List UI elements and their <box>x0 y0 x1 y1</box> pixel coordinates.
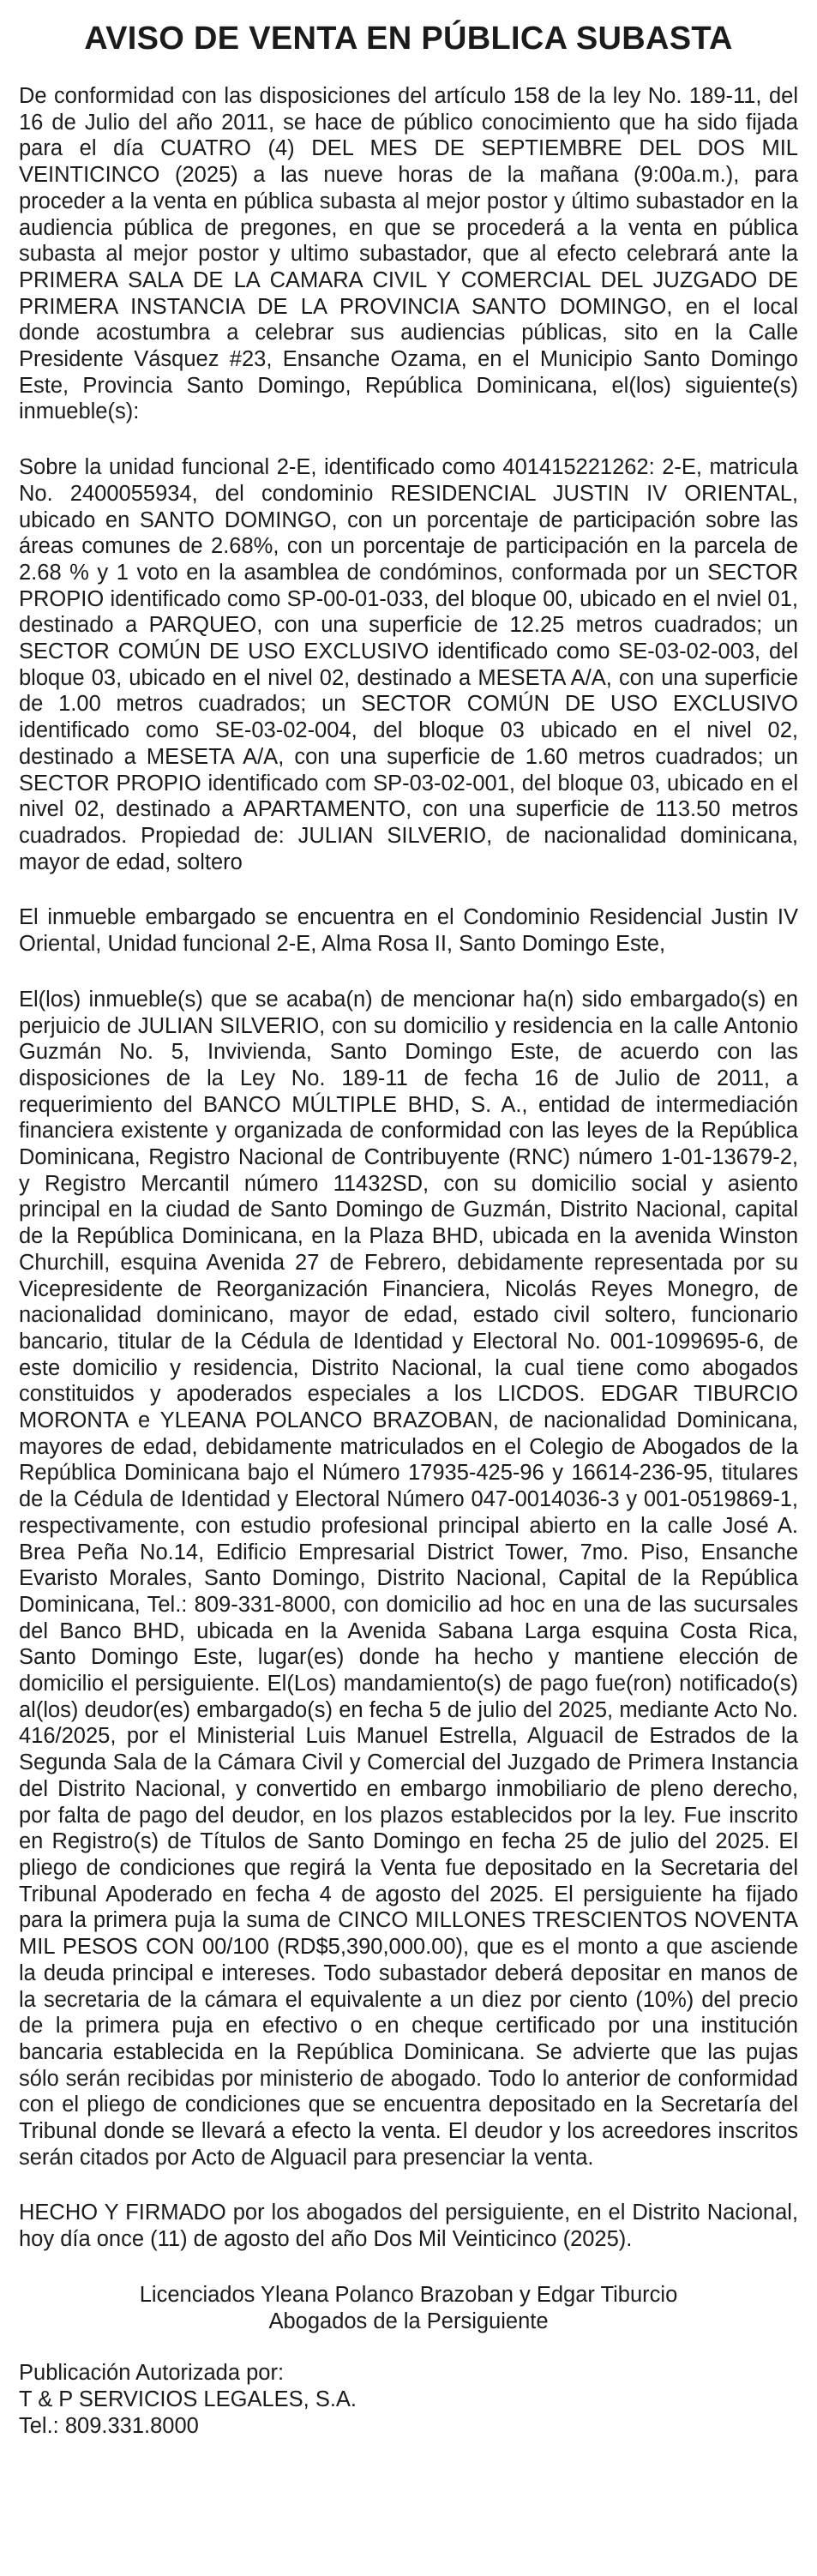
signature-block <box>19 2282 798 2334</box>
notice-title: AVISO DE VENTA EN PÚBLICA SUBASTA <box>84 21 733 57</box>
property-location-paragraph: El inmueble embargado se encuentra en el Condominio Residencial Justin IV Oriental, Unidad funcional 2-E, Alma Rosa II, Santo Domingo Este, <box>19 905 798 957</box>
property-description-paragraph: Sobre la unidad funcional 2-E, identificado como 401415221262: 2-E, matricula No. 2400055934, del condominio RESIDENCIAL JUSTIN IV ORIENTAL, ubicado en SANTO DOMINGO, con un porcentaje de participación sobre las áreas comunes de 2.68%, con un porcentaje de participación en la parcela de 2.68 % y 1 voto en la asamblea de condóminos, conformada por un SECTOR PROPIO identificado como SP-00-01-033, del bloque 00, ubicado en el nviel 01, destinado a PARQUEO, con una superficie de 12.25 metros cuadrados; un SECTOR COMÚN DE USO EXCLUSIVO identificado como SE-03-02-003, del bloque 03, ubicado en el nivel 02, destinado a MESETA A/A, con una superficie de 1.00 metros cuadrados; un SECTOR COMÚN DE USO EXCLUSIVO identificado como SE-03-02-004, del bloque 03 ubicado en el nivel 02, destinado a MESETA A/A, con una superficie de 1.60 metros cuadrados; un SECTOR PROPIO identificado com SP-03-02-001, del bloque 03, ubicado en el nivel 02, destinado a APARTAMENTO, con una superficie de 113.50 metros cuadrados. Propiedad de: JULIAN SILVERIO, de nacionalidad dominicana, mayor de edad, soltero <box>19 455 798 874</box>
publisher-label: Publicación Autorizada por: <box>19 2361 285 2386</box>
publisher-phone: Tel.: 809.331.8000 <box>19 2413 199 2438</box>
intro-paragraph: De conformidad con las disposiciones del artículo 158 de la ley No. 189-11, del 16 de Julio del año 2011, se hace de público conocimiento que ha sido fijada para el día CUATRO (4) DEL MES DE SEPTIEMBRE DEL DOS MIL VEINTICINCO (2025) a las nueve horas de la mañana (9:00a.m.), para proceder a la venta en pública subasta al mejor postor y último subastador en la audiencia pública de pregones, en que se procederá a la venta en pública subasta al mejor postor y ultimo subastador, que al efecto celebrará ante la PRIMERA SALA DE LA CAMARA CIVIL Y COMERCIAL DEL JUZGADO DE PRIMERA INSTANCIA DE LA PROVINCIA SANTO DOMINGO, en el local donde acostumbra a celebrar sus audiencias públicas, sito en la Calle Presidente Vásquez #23, Ensanche Ozama, en el Municipio Santo Domingo Este, Provincia Santo Domingo, República Dominicana, el(los) siguiente(s) inmueble(s): <box>19 84 798 424</box>
publisher-block <box>19 2360 798 2439</box>
signing-paragraph: HECHO Y FIRMADO por los abogados del persiguiente, en el Distrito Nacional, hoy día once (11) de agosto del año Dos Mil Veinticinco (2025). <box>19 2201 798 2252</box>
signature-names: Licenciados Yleana Polanco Brazoban y Edgar Tiburcio <box>139 2282 678 2307</box>
seizure-details-paragraph: El(los) inmueble(s) que se acaba(n) de mencionar ha(n) sido embargado(s) en perjuicio de JULIAN SILVERIO, con su domicilio y residencia en la calle Antonio Guzmán No. 5, Invivienda, Santo Domingo Este, de acuerdo con las disposiciones de la Ley No. 189-11 de fecha 16 de Julio de 2011, a requerimiento del BANCO MÚLTIPLE BHD, S. A., entidad de intermediación financiera existente y organizada de conformidad con las leyes de la República Dominicana, Registro Nacional de Contribuyente (RNC) número 1-01-13679-2, y Registro Mercantil número 11432SD, con su domicilio social y asiento principal en la ciudad de Santo Domingo de Guzmán, Distrito Nacional, capital de la República Dominicana, en la Plaza BHD, ubicada en la avenida Winston Churchill, esquina Avenida 27 de Febrero, debidamente representada por su Vicepresidente de Reorganización Financiera, Nicolás Reyes Monegro, de nacionalidad dominicano, mayor de edad, estado civil soltero, funcionario bancario, titular de la Cédula de Identidad y Electoral No. 001-1099695-6, de este domicilio y residencia, Distrito Nacional, la cual tiene como abogados constituidos y apoderados especiales a los LICDOS. EDGAR TIBURCIO MORONTA e YLEANA POLANCO BRAZOBAN, de nacionalidad Dominicana, mayores de edad, debidamente matriculados en el Colegio de Abogados de la República Dominicana bajo el Número 17935-425-96 y 16614-236-95, titulares de la Cédula de Identidad y Electoral Número 047-0014036-3 y 001-0519869-1, respectivamente, con estudio profesional principal abierto en la calle José A. Brea Peña No.14, Edificio Empresarial District Tower, 7mo. Piso, Ensanche Evaristo Morales, Santo Domingo, Distrito Nacional, Capital de la República Dominicana, Tel.: 809-331-8000, con domicilio ad hoc en una de las sucursales del Banco BHD, ubicada en la Avenida Sabana Larga esquina Costa Rica, Santo Domingo Este, lugar(es) donde ha hecho y mantiene elección de domicilio el persiguiente. El(Los) mandamiento(s) de pago fue(ron) notificado(s) al(los) deudor(es) embargado(s) en fecha 5 de julio del 2025, mediante Acto No. 416/2025, por el Ministerial Luis Manuel Estrella, Alguacil de Estrados de la Segunda Sala de la Cámara Civil y Comercial del Juzgado de Primera Instancia del Distrito Nacional, y convertido en embargo inmobiliario de pleno derecho, por falta de pago del deudor, en los plazos establecidos por la ley. Fue inscrito en Registro(s) de Títulos de Santo Domingo en fecha 25 de julio del 2025. El pliego de condiciones que regirá la Venta fue depositado en la Secretaria del Tribunal Apoderado en fecha 4 de agosto del 2025. El persiguiente ha fijado para la primera puja la suma de CINCO MILLONES TRESCIENTOS NOVENTA MIL PESOS CON 00/100 (RD$5,390,000.00), que es el monto a que asciende la deuda principal e intereses. Todo subastador deberá depositar en manos de la secretaria de la cámara el equivalente a un diez por ciento (10%) del precio de la primera puja en efectivo o en cheque certificado por una institución bancaria establecida en la República Dominicana. Se advierte que las pujas sólo serán recibidas por ministerio de abogado. Todo lo anterior de conformidad con el pliego de condiciones que se encuentra depositado en la Secretaría del Tribunal donde se llevará a efecto la venta. El deudor y los acreedores inscritos serán citados por Acto de Alguacil para presenciar la venta. <box>19 987 798 2170</box>
signature-role: Abogados de la Persiguiente <box>268 2309 549 2333</box>
publisher-name: T & P SERVICIOS LEGALES, S.A. <box>19 2387 357 2411</box>
